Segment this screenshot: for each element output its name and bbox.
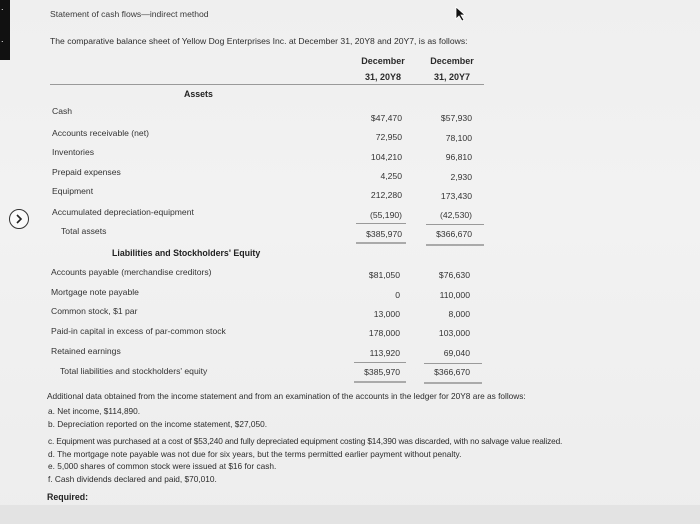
value-20y8: 13,000 bbox=[373, 309, 400, 319]
col-header-20y8-line1: December bbox=[361, 56, 405, 66]
row-label: Accounts receivable (net) bbox=[52, 128, 149, 138]
subtotal-rule-20y7 bbox=[426, 224, 484, 225]
row-label: Mortgage note payable bbox=[51, 287, 139, 297]
chevron-right-icon bbox=[14, 214, 24, 224]
value-20y7: (42,530) bbox=[439, 210, 472, 220]
liabilities-heading: Liabilities and Stockholders' Equity bbox=[112, 248, 261, 258]
required-heading: Required: bbox=[47, 492, 89, 502]
row-label: Inventories bbox=[52, 147, 95, 157]
value-20y8: 72,950 bbox=[375, 132, 402, 142]
subtotal-rule-20y7 bbox=[424, 363, 482, 364]
additional-item: e. 5,000 shares of common stock were issued at $16 for cash. bbox=[48, 461, 277, 471]
row-label: Prepaid expenses bbox=[52, 167, 121, 177]
additional-item: f. Cash dividends declared and paid, $70,010. bbox=[48, 474, 217, 484]
row-label: Common stock, $1 par bbox=[51, 306, 138, 316]
total-rule-20y8 bbox=[356, 242, 406, 244]
row-label: Equipment bbox=[52, 186, 94, 196]
value-20y7: $57,930 bbox=[440, 113, 472, 123]
assets-heading: Assets bbox=[184, 89, 213, 99]
value-20y8: $47,470 bbox=[370, 113, 402, 123]
value-20y8: 178,000 bbox=[368, 328, 400, 338]
value-20y7: 69,040 bbox=[443, 348, 470, 358]
value-20y7: 173,430 bbox=[440, 191, 472, 201]
page-title: Statement of cash flows—indirect method bbox=[50, 9, 209, 19]
value-20y7: 78,100 bbox=[445, 133, 472, 143]
header-rule bbox=[50, 84, 484, 85]
row-label: Retained earnings bbox=[51, 346, 121, 356]
bottom-band bbox=[0, 505, 700, 524]
value-20y8: (55,190) bbox=[369, 210, 402, 220]
row-label: Accumulated depreciation-equipment bbox=[52, 207, 194, 217]
col-header-20y7-line2: 31, 20Y7 bbox=[433, 72, 471, 82]
row-label: Total liabilities and stockholders' equity bbox=[60, 366, 208, 376]
value-20y7: 110,000 bbox=[439, 290, 470, 300]
additional-item: c. Equipment was purchased at a cost of $53,240 and fully depreciated equipment costing $14,390 was discarded, with no salvage value realized. bbox=[48, 436, 563, 446]
value-20y8: 212,280 bbox=[370, 190, 402, 200]
problem-statement: The comparative balance sheet of Yellow Dog Enterprises Inc. at December 31, 20Y8 and 20Y7, is as follows: bbox=[50, 36, 468, 46]
cursor-icon bbox=[455, 6, 467, 22]
value-20y8: 0 bbox=[395, 290, 400, 300]
value-20y7: 96,810 bbox=[445, 152, 472, 162]
value-20y8: $385,970 bbox=[364, 367, 400, 377]
value-20y8: 4,250 bbox=[380, 171, 402, 181]
row-label: Cash bbox=[52, 106, 73, 116]
additional-item: b. Depreciation reported on the income statement, $27,050. bbox=[48, 419, 268, 429]
left-edge-strip: . . bbox=[0, 0, 10, 60]
additional-item: a. Net income, $114,890. bbox=[48, 406, 141, 416]
value-20y8: 104,210 bbox=[370, 152, 402, 162]
value-20y7: $366,670 bbox=[436, 229, 472, 239]
value-20y8: $81,050 bbox=[368, 270, 400, 280]
total-rule-20y8 bbox=[354, 381, 406, 383]
value-20y7: 2,930 bbox=[450, 172, 472, 182]
row-label: Total assets bbox=[61, 226, 107, 236]
row-label: Accounts payable (merchandise creditors) bbox=[51, 267, 212, 277]
value-20y7: 103,000 bbox=[438, 328, 470, 338]
col-header-20y7-line1: December bbox=[430, 56, 474, 66]
total-rule-20y7 bbox=[424, 382, 482, 384]
subtotal-rule-20y8 bbox=[356, 223, 406, 224]
next-chevron-button[interactable] bbox=[9, 209, 29, 229]
value-20y8: 113,920 bbox=[369, 348, 400, 358]
value-20y7: $76,630 bbox=[438, 270, 470, 280]
row-label: Paid-in capital in excess of par-common stock bbox=[51, 326, 226, 336]
value-20y7: $366,670 bbox=[434, 367, 470, 377]
additional-item: d. The mortgage note payable was not due for six years, but the terms permitted earlier payment without penalty. bbox=[48, 449, 462, 459]
col-header-20y8-line2: 31, 20Y8 bbox=[364, 72, 402, 82]
value-20y7: 8,000 bbox=[448, 309, 470, 319]
total-rule-20y7 bbox=[426, 244, 484, 246]
value-20y8: $385,970 bbox=[366, 229, 402, 239]
additional-data-intro: Additional data obtained from the income statement and from an examination of the accounts in the ledger for 20Y8 are as follows: bbox=[47, 391, 526, 401]
subtotal-rule-20y8 bbox=[354, 362, 406, 363]
